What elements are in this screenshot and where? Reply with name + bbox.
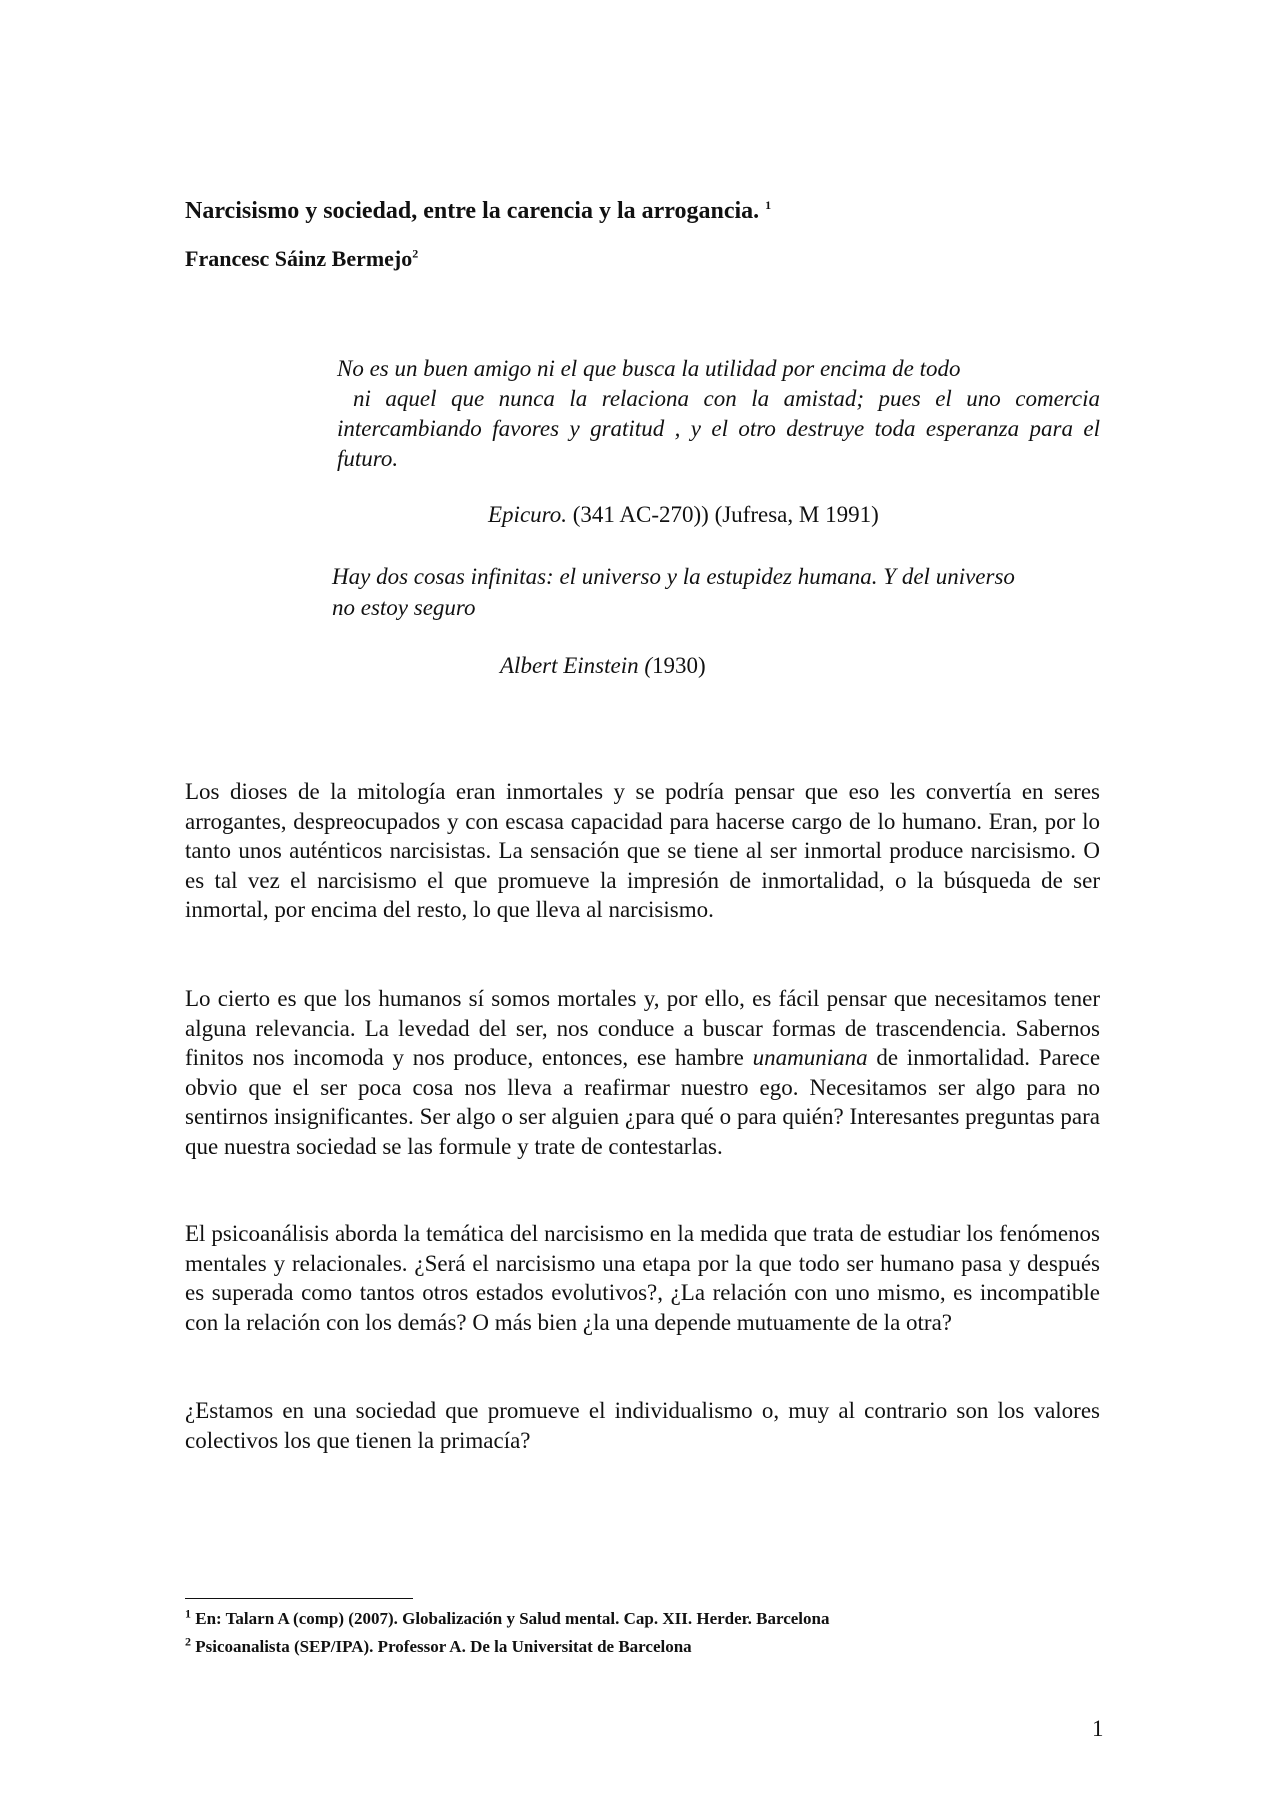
epigraph-epicuro-line1: No es un buen amigo ni el que busca la utilidad por encima de todo [337, 356, 961, 381]
body-paragraph-3: El psicoanálisis aborda la temática del narcisismo en la medida que trata de estudiar los fenómenos mentales y relacionales. ¿Será el narcisismo una etapa por la que todo ser humano pasa y después es superada como tantos otros estados evolutivos?, ¿La relación con uno mismo, es incompatible con la relación con los demás? O más bien ¿la una depende mutuamente de la otra? [185, 1221, 1100, 1335]
body-paragraph-1: Los dioses de la mitología eran inmortales y se podría pensar que eso les convertía en seres arrogantes, despreocupados y con escasa capacidad para hacerse cargo de lo humano. Eran, por lo tanto unos auténticos narcisistas. La sensación que se tiene al ser inmortal produce narcisismo. O es tal vez el narcisismo el que promueve la impresión de inmortalidad, o la búsqueda de ser inmortal, por encima del resto, lo que lleva al narcisismo. [185, 779, 1100, 922]
epigraph-einstein-attribution: Albert Einstein (1930) [500, 653, 706, 678]
author-name: Francesc Sáinz Bermejo$^2$ [185, 246, 419, 271]
epigraph-epicuro-attribution: Epicuro. (341 AC-270)) (Jufresa, M 1991) [488, 502, 879, 527]
body-paragraph-4: ¿Estamos en una sociedad que promueve el individualismo o, muy al contrario son los valores colectivos los que tienen la primacía? [185, 1398, 1100, 1453]
footnote-1: $^1$ En: Talarn A (comp) (2007). Globalización y Salud mental. Cap. XII. Herder. Barcelona [185, 1606, 830, 1628]
page-number: 1 [1092, 1716, 1104, 1741]
epigraph-einstein: Hay dos cosas infinitas: el universo y la estupidez humana. Y del universo no estoy seguro [332, 564, 1015, 620]
document-title: Narcisismo y sociedad, entre la carencia y la arrogancia. $^1$ [185, 198, 772, 224]
italic-term: unamuniana [752, 1045, 868, 1070]
body-paragraph-2: Lo cierto es que los humanos sí somos mortales y, por ello, es fácil pensar que necesitamos tener alguna relevancia. La levedad del ser, nos conduce a buscar formas de trascendencia. Sabernos finitos nos incomoda y nos produce, entonces, ese hambre unamuniana de inmortalidad. Parece obvio que el ser poca cosa nos lleva a reafirmar nuestro ego. Necesitamos ser algo para no sentirnos insignificantes. Ser algo o ser alguien ¿para qué o para quién? Interesantes preguntas para que nuestra sociedad se las formule y trate de contestarlas. [185, 986, 1101, 1159]
author-footnote-ref: 2 [412, 246, 419, 261]
epigraph-epicuro [337, 354, 1100, 474]
epigraph-epicuro-text: ni aquel que nunca la relaciona con la amistad; pues el uno comercia intercambiando favores y gratitud , y el otro destruye toda esperanza para el futuro. [337, 386, 1100, 471]
title-footnote-ref: 1 [765, 198, 772, 212]
footnote-divider [185, 1598, 413, 1599]
footnote-2: $^2$ Psicoanalista (SEP/IPA). Professor A. De la Universitat de Barcelona [185, 1634, 692, 1656]
